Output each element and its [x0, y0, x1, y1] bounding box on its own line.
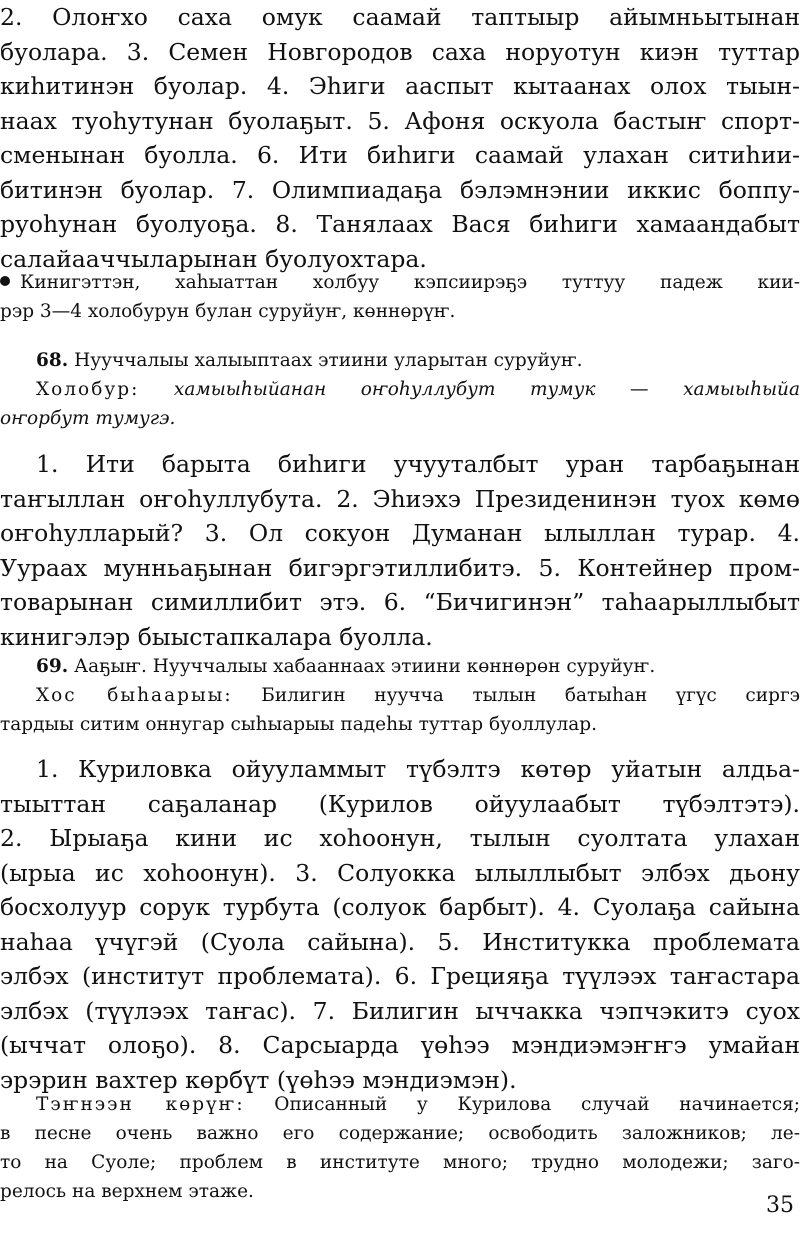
text-line: (ыччат олоҕо). 8. Сарсыарда үөһээ мэндиэмэҥҥэ умайан — [0, 1031, 800, 1059]
text-line: босхолуур сорук турбута (солуок барбыт). 4. Суолаҕа сайына — [0, 893, 800, 921]
text-line: оҥоһулларый? 3. Ол сокуон Думанан ылыллан турар. 4. — [0, 519, 800, 547]
page-number: 35 — [766, 1193, 794, 1218]
exercise-number: 69. — [36, 656, 69, 677]
text-line: в песне очень важно его содержание; освободить заложников; ле- — [0, 1123, 800, 1144]
compare-label: Тэҥнээн көрүҥ: — [36, 1094, 245, 1115]
example-line: оҥорбут тумугэ. — [0, 408, 176, 429]
text-line: эрэрин вахтер көрбүт (үөһээ мэндиэмэн). — [0, 1065, 517, 1094]
note-label: Хос быһаарыы: — [36, 685, 233, 706]
comparison-note — [0, 1090, 800, 1206]
text-line — [0, 1090, 800, 1119]
text-line: битинэн буолар. 7. Олимпиадаҕа бэлэмнэнии иккис боппу- — [0, 175, 800, 204]
text-line: товарынан симиллибит этэ. 6. “Бичигинэн” таһаарыллыбыт — [0, 588, 800, 616]
bullet-icon — [0, 276, 10, 286]
text-line: буолара. 3. Семен Новгородов саха норуотун киэн туттар — [0, 37, 800, 66]
text-line: руоһунан буолуоҕа. 8. Танялаах Вася биһиги хамаандабыт — [0, 210, 800, 238]
example-text: хамыыһыйанан оҥоһуллубут тумук — хамыыһыйа — [139, 379, 800, 400]
text-line: наһаа үчүгэй (Суола сайына). 5. Институкка проблемата — [0, 927, 800, 956]
text-line — [0, 268, 800, 297]
paragraph-continuation — [0, 0, 800, 276]
exercise-task: Нууччалыы халыыптаах этиини уларытан суруйуҥ. — [68, 350, 583, 371]
exercise-title — [0, 652, 800, 681]
text-line: Уураах мунньаҕынан бигэргэтиллибитэ. 5. Контейнер пром- — [0, 553, 800, 582]
text-line: таҥыллан оҥоһуллубута. 2. Эһиэхэ Президенинэн туох көмө — [0, 484, 800, 513]
text-line: кинигэлэр быыстапкалара буолла. — [0, 622, 433, 651]
text-line: релось на верхнем этаже. — [0, 1181, 254, 1202]
exercise-task: Ааҕыҥ. Нууччалыы хабааннаах этиини көннөрөн суруйуҥ. — [68, 656, 656, 677]
text-line: 1. Ити барыта биһиги учууталбыт уран тарбаҕынан — [36, 450, 800, 478]
text-line: то на Суоле; проблем в институте много; трудно молодежи; заго- — [0, 1152, 800, 1173]
exercise-68-body — [0, 447, 800, 654]
example-line — [0, 375, 800, 404]
exercise-68-header — [0, 346, 800, 433]
text-line: рэр 3—4 холобурун булан суруйуҥ, көннөрүҥ. — [0, 301, 456, 322]
text-line: 1. Куриловка ойууламмыт түбэлтэ көтөр уйатын алдьа- — [36, 755, 800, 783]
note-line: тардыы ситим оннугар сыһыарыы падеһы туттар буоллулар. — [0, 714, 598, 735]
text-line: тыыттан саҕаланар (Курилов ойуулаабыт түбэлтэтэ). — [0, 789, 800, 818]
exercise-69-body — [0, 752, 800, 1097]
example-label: Холобур: — [36, 379, 140, 400]
exercise-69-header — [0, 652, 800, 739]
exercise-number: 68. — [36, 350, 69, 371]
text-line: сменынан буолла. 6. Ити биһиги саамай улахан ситиһии- — [0, 141, 800, 169]
note-line — [0, 681, 800, 710]
text-line: наах туоһутунан буолаҕыт. 5. Афоня оскуола бастыҥ спорт- — [0, 106, 800, 135]
note-text: Кинигэттэн, хаһыаттан холбуу кэпсиирэҕэ туттуу падеж кии- — [20, 272, 800, 293]
exercise-title — [0, 346, 800, 375]
bullet-note — [0, 268, 800, 326]
note-text: Билигин нуучча тылын батыһан үгүс сиргэ — [232, 685, 800, 706]
compare-text: Описанный у Курилова случай начинается; — [244, 1094, 800, 1115]
text-line: элбэх (түүлээх таҥас). 7. Билигин ыччакка чэпчэкитэ суох — [0, 996, 800, 1025]
text-line: элбэх (институт проблемата). 6. Грецияҕа түүлээх таҥастара — [0, 962, 800, 990]
text-line: 2. Олоҥхо саха омук саамай таптыыр айымньытынан — [0, 3, 800, 31]
text-line: 2. Ырыаҕа кини ис хоһоонун, тылын суолтата улахан — [0, 824, 800, 852]
text-line: (ырыа ис хоһоонун). 3. Солуокка ылыллыбыт элбэх дьону — [0, 858, 800, 887]
text-line: киһитинэн буолар. 4. Эһиги ааспыт кытаанах олох тыын- — [0, 72, 800, 100]
text-line: салайааччыларынан буолуохтара. — [0, 244, 427, 273]
